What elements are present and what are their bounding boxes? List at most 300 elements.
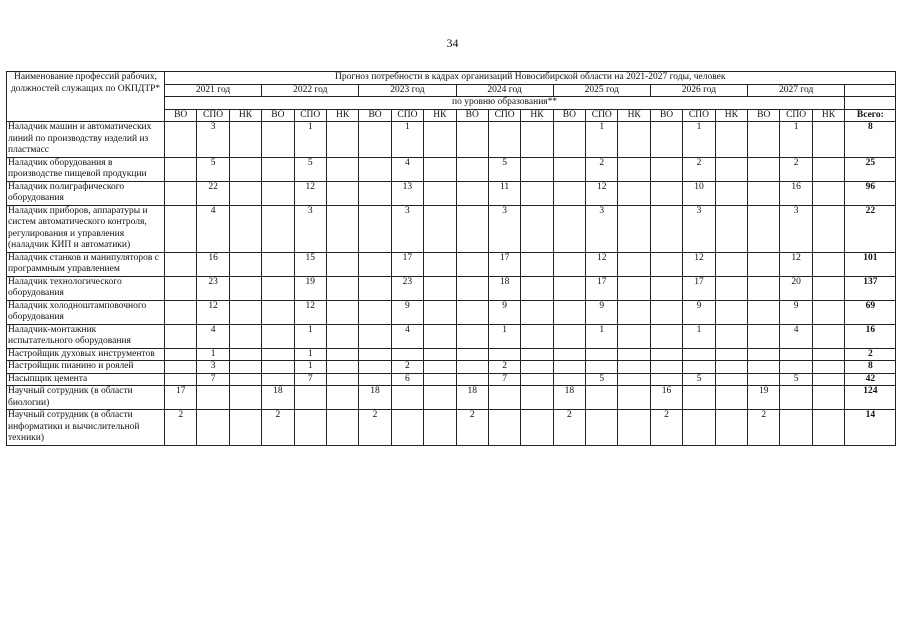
table-cell (424, 324, 456, 348)
table-cell (359, 373, 391, 386)
profession-name: Наладчик холодноштамповочного оборудования (7, 300, 165, 324)
table-row (7, 205, 896, 252)
row-total: 42 (845, 373, 896, 386)
table-cell (521, 348, 553, 361)
table-cell (456, 122, 488, 158)
table-cell (715, 386, 747, 410)
education-level-label: СПО (683, 109, 715, 122)
table-cell (618, 276, 650, 300)
profession-name: Наладчик приборов, аппаратуры и систем автоматического контроля, регулирования и управления (наладчик КИП и автоматики) (7, 205, 165, 252)
table-cell (229, 276, 261, 300)
table-cell (748, 157, 780, 181)
table-cell: 9 (586, 300, 618, 324)
table-cell: 5 (294, 157, 326, 181)
table-cell (456, 300, 488, 324)
table-cell (229, 386, 261, 410)
row-total: 8 (845, 122, 896, 158)
table-cell (618, 252, 650, 276)
table-cell: 2 (650, 410, 682, 446)
table-cell: 5 (683, 373, 715, 386)
table-cell (229, 181, 261, 205)
table-cell (683, 386, 715, 410)
table-cell: 12 (780, 252, 812, 276)
table-cell (748, 181, 780, 205)
table-cell: 3 (780, 205, 812, 252)
table-cell (553, 348, 585, 361)
profession-name: Научный сотрудник (в области информатики и вычислительной техники) (7, 410, 165, 446)
table-cell (262, 361, 294, 374)
table-cell (456, 373, 488, 386)
table-cell: 19 (748, 386, 780, 410)
table-cell (812, 373, 844, 386)
table-cell (521, 276, 553, 300)
table-cell (553, 157, 585, 181)
table-cell: 1 (683, 122, 715, 158)
education-level-label: ВО (748, 109, 780, 122)
education-level-label: НК (618, 109, 650, 122)
education-level-label: ВО (553, 109, 585, 122)
table-cell: 1 (488, 324, 520, 348)
education-level-label: ВО (650, 109, 682, 122)
table-cell (456, 348, 488, 361)
table-cell (456, 205, 488, 252)
table-cell: 1 (391, 122, 423, 158)
table-cell: 12 (294, 300, 326, 324)
table-cell (165, 205, 197, 252)
table-cell: 19 (294, 276, 326, 300)
table-cell (586, 348, 618, 361)
table-cell: 16 (650, 386, 682, 410)
table-cell: 18 (456, 386, 488, 410)
table-cell (618, 157, 650, 181)
table-cell: 9 (391, 300, 423, 324)
table-cell (326, 373, 358, 386)
table-cell: 2 (586, 157, 618, 181)
table-row (7, 122, 896, 158)
education-level-label: НК (812, 109, 844, 122)
table-cell (748, 252, 780, 276)
table-cell: 5 (488, 157, 520, 181)
table-cell (165, 181, 197, 205)
table-cell (521, 181, 553, 205)
table-cell (424, 361, 456, 374)
table-cell (715, 205, 747, 252)
education-level-label: НК (715, 109, 747, 122)
table-row (7, 157, 896, 181)
table-cell (229, 157, 261, 181)
table-cell (391, 386, 423, 410)
year-header: 2021 год (165, 84, 262, 97)
table-cell (456, 324, 488, 348)
table-cell (359, 157, 391, 181)
table-row (7, 252, 896, 276)
table-row (7, 348, 896, 361)
table-row (7, 373, 896, 386)
row-total: 8 (845, 361, 896, 374)
table-cell: 3 (683, 205, 715, 252)
table-cell (359, 361, 391, 374)
row-total: 137 (845, 276, 896, 300)
table-cell (521, 205, 553, 252)
table-cell (359, 205, 391, 252)
table-cell (391, 410, 423, 446)
table-cell (294, 386, 326, 410)
table-cell (812, 300, 844, 324)
table-cell (326, 122, 358, 158)
table-cell: 2 (683, 157, 715, 181)
table-cell: 11 (488, 181, 520, 205)
table-cell: 16 (197, 252, 229, 276)
table-cell (521, 361, 553, 374)
table-cell (715, 276, 747, 300)
table-cell (165, 348, 197, 361)
table-cell (262, 324, 294, 348)
table-cell: 12 (683, 252, 715, 276)
empty-header-cell (845, 97, 896, 110)
table-row (7, 410, 896, 446)
table-cell (618, 410, 650, 446)
table-cell (359, 122, 391, 158)
profession-name: Насыпщик цемента (7, 373, 165, 386)
table-cell (586, 361, 618, 374)
education-level-header: по уровню образования** (165, 97, 845, 110)
table-cell (359, 276, 391, 300)
table-cell (326, 410, 358, 446)
table-row (7, 324, 896, 348)
table-cell (521, 324, 553, 348)
row-total: 124 (845, 386, 896, 410)
table-cell: 2 (553, 410, 585, 446)
table-cell: 3 (488, 205, 520, 252)
table-cell (748, 276, 780, 300)
table-cell: 7 (488, 373, 520, 386)
table-cell (618, 122, 650, 158)
table-cell (812, 181, 844, 205)
table-cell: 3 (197, 361, 229, 374)
table-cell: 7 (197, 373, 229, 386)
table-cell (618, 361, 650, 374)
table-cell (715, 157, 747, 181)
table-cell (715, 181, 747, 205)
row-total: 14 (845, 410, 896, 446)
table-cell (812, 276, 844, 300)
table-cell (229, 348, 261, 361)
table-cell (229, 252, 261, 276)
education-level-label: ВО (359, 109, 391, 122)
table-cell (326, 181, 358, 205)
table-cell (326, 157, 358, 181)
table-cell (262, 181, 294, 205)
table-cell (521, 300, 553, 324)
header-row-forecast (7, 72, 896, 85)
education-level-label: СПО (780, 109, 812, 122)
table-row (7, 300, 896, 324)
table-cell (262, 122, 294, 158)
table-cell (326, 205, 358, 252)
table-cell (326, 324, 358, 348)
table-cell (553, 361, 585, 374)
table-cell (424, 276, 456, 300)
table-cell (197, 410, 229, 446)
table-cell: 13 (391, 181, 423, 205)
table-cell: 5 (780, 373, 812, 386)
table-cell (715, 122, 747, 158)
profession-name: Наладчик оборудования в производстве пищевой продукции (7, 157, 165, 181)
table-cell: 1 (294, 348, 326, 361)
table-cell (650, 157, 682, 181)
table-cell (812, 205, 844, 252)
table-cell (553, 122, 585, 158)
year-header: 2025 год (553, 84, 650, 97)
table-cell (262, 205, 294, 252)
table-cell (553, 373, 585, 386)
table-cell (650, 373, 682, 386)
table-cell (715, 252, 747, 276)
table-cell (650, 348, 682, 361)
table-cell: 20 (780, 276, 812, 300)
table-cell (748, 361, 780, 374)
table-cell (715, 410, 747, 446)
table-cell: 17 (165, 386, 197, 410)
table-cell (683, 348, 715, 361)
table-cell (683, 361, 715, 374)
table-cell (650, 181, 682, 205)
table-cell: 4 (391, 157, 423, 181)
table-cell: 18 (262, 386, 294, 410)
table-cell (748, 348, 780, 361)
table-cell (780, 348, 812, 361)
table-cell: 2 (488, 361, 520, 374)
table-cell (424, 157, 456, 181)
table-cell (812, 410, 844, 446)
table-cell (262, 157, 294, 181)
table-cell: 2 (456, 410, 488, 446)
table-cell (618, 348, 650, 361)
table-cell (748, 122, 780, 158)
table-cell: 15 (294, 252, 326, 276)
table-cell (748, 205, 780, 252)
table-cell: 1 (294, 361, 326, 374)
row-total: 16 (845, 324, 896, 348)
row-total: 101 (845, 252, 896, 276)
forecast-header: Прогноз потребности в кадрах организаций Новосибирской области на 2021-2027 годы, человек (165, 72, 896, 85)
education-level-label: СПО (391, 109, 423, 122)
table-cell (165, 361, 197, 374)
table-cell: 2 (780, 157, 812, 181)
education-level-label: ВО (165, 109, 197, 122)
education-level-label: СПО (197, 109, 229, 122)
table-cell (488, 122, 520, 158)
table-cell: 2 (262, 410, 294, 446)
table-cell (424, 386, 456, 410)
page-number: 34 (446, 36, 459, 50)
table-cell (456, 361, 488, 374)
workforce-forecast-table (6, 71, 896, 446)
table-cell: 18 (553, 386, 585, 410)
table-cell (812, 324, 844, 348)
table-row (7, 386, 896, 410)
table-cell (262, 300, 294, 324)
table-cell (326, 252, 358, 276)
table-cell (780, 361, 812, 374)
table-cell (812, 122, 844, 158)
table-cell (456, 276, 488, 300)
table-row (7, 361, 896, 374)
row-total: 25 (845, 157, 896, 181)
table-cell (359, 300, 391, 324)
education-level-label: СПО (294, 109, 326, 122)
table-cell (488, 386, 520, 410)
table-cell (262, 373, 294, 386)
table-cell (456, 157, 488, 181)
table-cell (521, 122, 553, 158)
row-total: 22 (845, 205, 896, 252)
table-cell (229, 410, 261, 446)
table-cell (229, 361, 261, 374)
table-cell: 17 (488, 252, 520, 276)
education-level-label: НК (326, 109, 358, 122)
table-cell: 12 (197, 300, 229, 324)
table-cell (165, 276, 197, 300)
table-cell (456, 181, 488, 205)
table-cell (326, 300, 358, 324)
table-cell: 12 (586, 252, 618, 276)
table-cell (521, 252, 553, 276)
table-cell: 1 (683, 324, 715, 348)
table-cell: 3 (586, 205, 618, 252)
table-cell (812, 361, 844, 374)
profession-name: Научный сотрудник (в области биологии) (7, 386, 165, 410)
table-cell (488, 410, 520, 446)
table-cell: 10 (683, 181, 715, 205)
table-cell (165, 252, 197, 276)
profession-name: Наладчик машин и автоматических линий по производству изделий из пластмасс (7, 122, 165, 158)
year-header: 2027 год (748, 84, 845, 97)
table-cell (424, 205, 456, 252)
table-cell (553, 276, 585, 300)
education-level-label: НК (521, 109, 553, 122)
table-cell (650, 122, 682, 158)
profession-name: Наладчик-монтажник испытательного оборудования (7, 324, 165, 348)
education-level-label: СПО (488, 109, 520, 122)
table-cell: 12 (586, 181, 618, 205)
table-cell (650, 324, 682, 348)
table-cell (359, 181, 391, 205)
table-cell (326, 348, 358, 361)
table-cell: 3 (197, 122, 229, 158)
table-cell: 23 (197, 276, 229, 300)
year-header: 2024 год (456, 84, 553, 97)
table-cell (521, 410, 553, 446)
table-cell: 18 (359, 386, 391, 410)
table-cell: 23 (391, 276, 423, 300)
table-cell: 1 (780, 122, 812, 158)
table-cell: 7 (294, 373, 326, 386)
profession-name: Наладчик технологического оборудования (7, 276, 165, 300)
profession-name: Наладчик станков и манипуляторов с программным управлением (7, 252, 165, 276)
table-cell: 1 (294, 122, 326, 158)
table-cell (618, 300, 650, 324)
education-level-label: ВО (456, 109, 488, 122)
table-cell: 1 (197, 348, 229, 361)
table-cell (618, 373, 650, 386)
table-cell (262, 276, 294, 300)
table-cell (326, 361, 358, 374)
table-cell: 16 (780, 181, 812, 205)
table-cell: 3 (391, 205, 423, 252)
education-level-label: ВО (262, 109, 294, 122)
table-cell: 4 (197, 205, 229, 252)
table-cell (586, 410, 618, 446)
table-cell: 4 (780, 324, 812, 348)
table-cell (780, 386, 812, 410)
table-cell (165, 324, 197, 348)
table-cell (650, 252, 682, 276)
table-cell (229, 300, 261, 324)
table-cell: 1 (294, 324, 326, 348)
table-cell (424, 300, 456, 324)
table-cell (715, 348, 747, 361)
education-level-label: СПО (586, 109, 618, 122)
table-cell (553, 205, 585, 252)
table-cell (715, 361, 747, 374)
table-cell (650, 361, 682, 374)
table-cell: 17 (391, 252, 423, 276)
table-cell (618, 205, 650, 252)
table-cell (715, 373, 747, 386)
year-header: 2022 год (262, 84, 359, 97)
profession-name-header: Наименование профессий рабочих, должностей служащих по ОКПДТР* (7, 72, 165, 122)
table-cell (650, 205, 682, 252)
table-cell (812, 157, 844, 181)
table-cell (748, 324, 780, 348)
table-cell (521, 157, 553, 181)
table-cell (683, 410, 715, 446)
table-cell (165, 300, 197, 324)
table-cell (715, 324, 747, 348)
table-cell: 5 (197, 157, 229, 181)
table-cell (488, 348, 520, 361)
table-cell: 22 (197, 181, 229, 205)
table-cell: 2 (359, 410, 391, 446)
table-cell (780, 410, 812, 446)
table-cell (618, 181, 650, 205)
table-cell (424, 122, 456, 158)
table-row (7, 276, 896, 300)
table-cell (748, 373, 780, 386)
table-cell: 12 (294, 181, 326, 205)
table-cell (424, 181, 456, 205)
table-cell: 9 (488, 300, 520, 324)
table-cell (229, 122, 261, 158)
table-cell: 18 (488, 276, 520, 300)
table-cell: 4 (391, 324, 423, 348)
table-cell (359, 324, 391, 348)
table-cell (553, 300, 585, 324)
table-cell (521, 373, 553, 386)
table-cell (262, 252, 294, 276)
table-cell: 2 (748, 410, 780, 446)
table-cell (229, 324, 261, 348)
table-cell: 1 (586, 122, 618, 158)
table-cell (391, 348, 423, 361)
table-cell (812, 348, 844, 361)
table-cell (618, 386, 650, 410)
table-cell (521, 386, 553, 410)
row-total: 2 (845, 348, 896, 361)
table-cell (165, 122, 197, 158)
table-cell (326, 276, 358, 300)
